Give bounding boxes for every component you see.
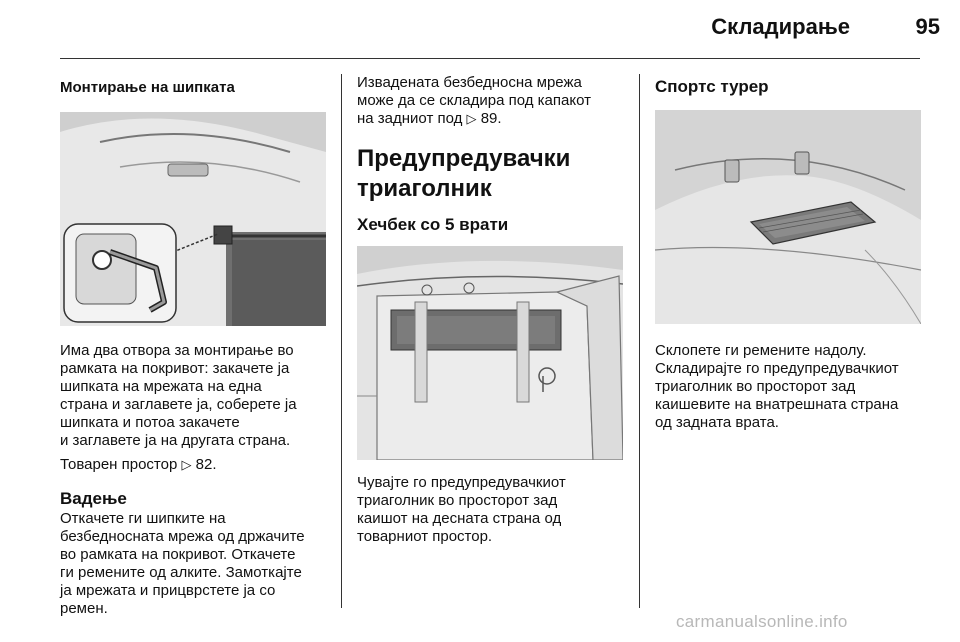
paragraph-line: рамката на покривот: закачете ја bbox=[60, 360, 290, 377]
paragraph-line: Извадената безбедносна мрежа bbox=[357, 74, 582, 91]
paragraph-line: шипката на мрежата на една bbox=[60, 378, 262, 395]
paragraph-line: ја мрежата и прицврстете ја со bbox=[60, 582, 276, 599]
column-3 bbox=[655, 74, 925, 432]
paragraph-line: Чувајте го предупредувачкиот bbox=[357, 474, 566, 491]
paragraph-line: од задната врата. bbox=[655, 414, 779, 431]
cross-reference-text: Товарен простор bbox=[60, 456, 178, 473]
paragraph-line: ремен. bbox=[60, 600, 108, 617]
paragraph-line: триаголник во просторот зад bbox=[357, 492, 558, 509]
running-header-title: Складирање bbox=[711, 14, 850, 39]
paragraph-line: безбедносната мрежа од држачите bbox=[60, 528, 305, 545]
cross-reference-arrow-icon: ▷ bbox=[181, 457, 192, 472]
cross-reference-arrow-icon: ▷ bbox=[466, 111, 477, 126]
cross-reference-page: 89. bbox=[480, 110, 502, 127]
paragraph-line: на задниот под bbox=[357, 110, 463, 127]
cross-reference-page: 82. bbox=[195, 456, 217, 473]
watermark: carmanualsonline.info bbox=[676, 612, 848, 631]
section-heading: Вадење bbox=[60, 489, 127, 508]
header-rule bbox=[60, 58, 920, 59]
mounting-instructions bbox=[60, 342, 326, 450]
paragraph-line: Склопете ги ремените надолу. bbox=[655, 342, 867, 359]
paragraph-line: каишевите на внатрешната страна bbox=[655, 396, 899, 413]
paragraph-line: ги ремените од алките. Замоткајте bbox=[60, 564, 302, 581]
section-heading-line: Предупредувачки bbox=[357, 145, 571, 172]
sports-tourer-caption bbox=[655, 342, 925, 432]
figure-sports-tourer-triangle bbox=[655, 110, 921, 324]
paragraph-line: каишот на десната страна од bbox=[357, 510, 562, 527]
paragraph-line: може да се складира под капакот bbox=[357, 92, 591, 109]
column-2 bbox=[357, 74, 623, 546]
figure-net-bar-mounting bbox=[60, 112, 326, 326]
paragraph-line: Откачете ги шипките на bbox=[60, 510, 226, 527]
paragraph-line: и заглавете ја на другата страна. bbox=[60, 432, 291, 449]
cross-reference[interactable] bbox=[60, 456, 326, 474]
hatchback-caption bbox=[357, 474, 623, 546]
column-divider-1 bbox=[341, 74, 342, 608]
section-subheading: Хечбек со 5 врати bbox=[357, 215, 509, 234]
column-1 bbox=[60, 74, 326, 618]
paragraph-line: триаголник во просторот зад bbox=[655, 378, 856, 395]
paragraph-line: Има два отвора за монтирање во bbox=[60, 342, 294, 359]
warning-triangle-heading bbox=[357, 144, 623, 204]
column-divider-2 bbox=[639, 74, 640, 608]
paragraph-line: шипката и потоа закачете bbox=[60, 414, 240, 431]
page-number: 95 bbox=[915, 14, 940, 39]
paragraph-line: во рамката на покривот. Откачете bbox=[60, 546, 296, 563]
paragraph-line: Складирајте го предупредувачкиот bbox=[655, 360, 899, 377]
section-subheading: Монтирање на шипката bbox=[60, 79, 235, 96]
cross-reference[interactable] bbox=[357, 110, 623, 128]
section-heading-line: триаголник bbox=[357, 175, 492, 202]
removal-instructions bbox=[60, 510, 326, 618]
paragraph-line: товарниот простор. bbox=[357, 528, 493, 545]
storage-intro bbox=[357, 74, 623, 128]
paragraph-line: страна и заглавете ја, соберете ја bbox=[60, 396, 297, 413]
figure-hatchback-triangle bbox=[357, 246, 623, 460]
section-heading: Спортс турер bbox=[655, 77, 769, 96]
